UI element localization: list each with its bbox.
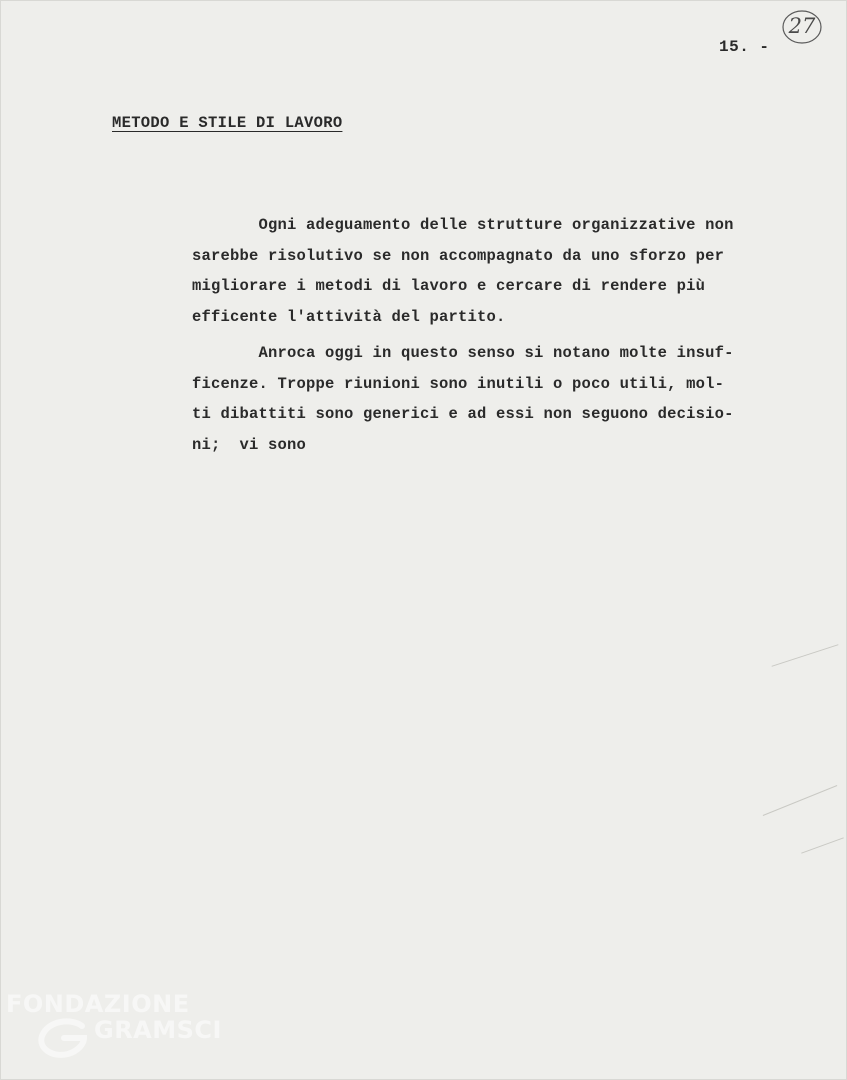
folio-number: 27 bbox=[788, 14, 816, 38]
paragraph-1 bbox=[192, 210, 772, 332]
text-line: Ogni adeguamento delle strutture organizzative non bbox=[192, 216, 734, 234]
watermark-text-line2: GRAMSCI bbox=[94, 1016, 222, 1044]
text-line: Anroca oggi in questo senso si notano molte insuf- bbox=[192, 344, 734, 362]
text-line: efficente l'attività del partito. bbox=[192, 307, 506, 326]
paper-scratch bbox=[801, 837, 844, 853]
page-number: 15. - bbox=[719, 38, 770, 56]
watermark-text-line1: FONDAZIONE bbox=[6, 990, 190, 1018]
text-line: ni; vi sono bbox=[192, 435, 307, 454]
gramsci-logo-icon bbox=[34, 1016, 94, 1060]
archive-watermark bbox=[6, 986, 222, 1066]
text-line: migliorare i metodi di lavoro e cercare di rendere più bbox=[192, 277, 706, 295]
text-line: sarebbe risolutivo se non accompagnato da uno sforzo per bbox=[192, 246, 725, 265]
paragraph-2 bbox=[192, 338, 772, 460]
text-line: ti dibattiti sono generici e ad essi non seguono decisio- bbox=[192, 405, 734, 423]
text-line: ficenze. Troppe riunioni sono inutili o poco utili, mol- bbox=[192, 374, 725, 393]
folio-stamp bbox=[780, 8, 824, 46]
paper-scratch bbox=[763, 785, 838, 816]
section-heading: METODO E STILE DI LAVORO bbox=[112, 114, 343, 132]
paper-scratch bbox=[772, 644, 839, 667]
